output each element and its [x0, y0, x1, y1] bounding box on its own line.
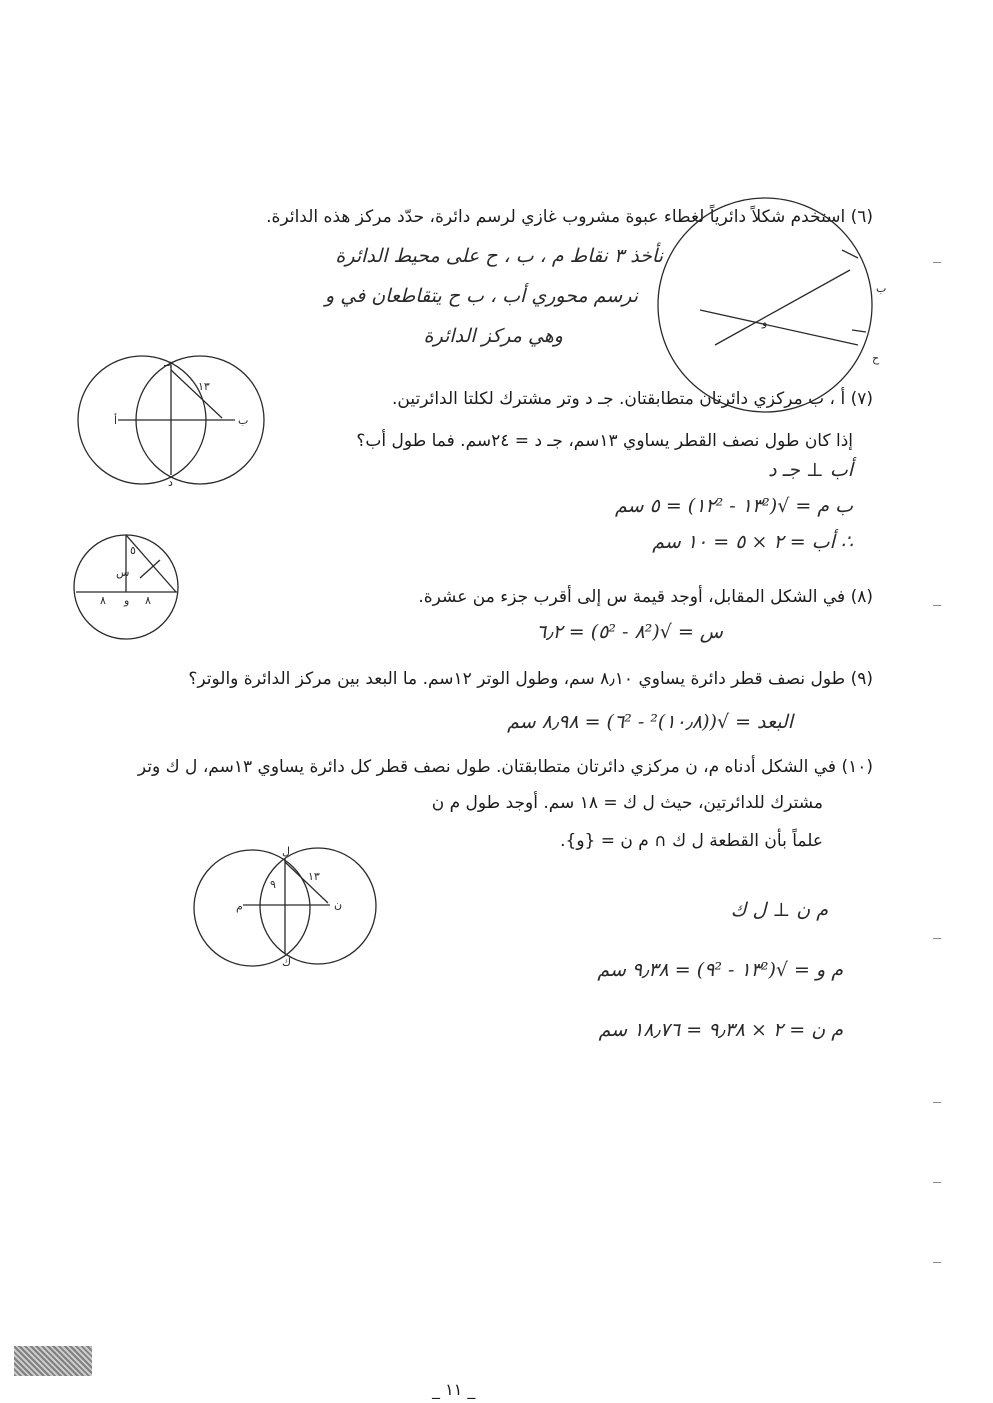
q6-text: (٦) استخدم شكلاً دائرياً لغطاء عبوة مشروب غازي لرسم دائرة، حدّد مركز هذه الدائرة.	[266, 207, 873, 227]
q10-label-r: ١٣	[308, 870, 320, 883]
q10-circle-left	[194, 850, 310, 966]
q10-text-2: مشترك للدائرتين، حيث ل ك = ١٨ سم. أوجد طول م ن	[431, 793, 823, 813]
q7-hand-line-2: ب م = √(١٣² - ١٢²) = ٥ سم	[614, 495, 853, 517]
q7-figure	[78, 356, 264, 489]
q6-circle	[658, 198, 872, 412]
q10-hand-line-2: م و = √(١٣² - ٩²) = ٩٫٣٨ سم	[597, 959, 843, 981]
q10-hand-line-3: م ن = ٢ × ٩٫٣٨ = ١٨٫٧٦ سم	[598, 1019, 843, 1041]
q6-mark-1	[842, 250, 858, 258]
q6-bisector-2	[715, 270, 850, 345]
q6-mark-2	[852, 330, 866, 332]
q10-radius	[285, 862, 328, 903]
q6-label-w: و	[762, 316, 768, 329]
q8-label-five: ٥	[130, 544, 136, 557]
q10-label-n: ن	[334, 898, 343, 911]
q8-label-eight-left: ٨	[100, 594, 106, 607]
page-number: _ ١١ _	[432, 1380, 476, 1399]
q6-hand-line-1: نأخذ ٣ نقاط م ، ب ، ح على محيط الدائرة	[335, 245, 663, 267]
q7-radius	[171, 370, 222, 418]
q7-hand-line-1: أب ⊥ جـ د	[768, 459, 853, 481]
q8-figure	[74, 535, 178, 639]
margin-tick	[933, 605, 941, 606]
q7-label-a: أ	[114, 414, 118, 427]
margin-tick	[933, 1262, 941, 1263]
q8-label-eight-right: ٨	[145, 594, 151, 607]
q10-label-l: ل	[282, 845, 290, 858]
margin-tick	[933, 1102, 941, 1103]
q10-label-k: ك	[282, 956, 292, 969]
q7-text: (٧) أ ، ب مركزي دائرتان متطابقتان. جـ د وتر مشترك لكلتا الدائرتين.	[392, 389, 873, 409]
q8-hand-line-1: س = √(٨² - ٥²) = ٦٫٢	[536, 621, 723, 643]
scan-stamp	[14, 1346, 92, 1376]
margin-tick	[933, 1182, 941, 1183]
q9-hand-line-1: البعد = √((١٠٫٨)² - ٦²) = ٨٫٩٨ سم	[507, 711, 793, 733]
q8-text: (٨) في الشكل المقابل، أوجد قيمة س إلى أقرب جزء من عشرة.	[418, 587, 873, 607]
q8-label-s: س	[116, 566, 130, 579]
q7-label-r: ١٣	[198, 380, 210, 393]
q7-label-c: جـ	[164, 356, 175, 369]
q10-figure	[194, 845, 376, 969]
q10-text: (١٠) في الشكل أدناه م، ن مركزي دائرتان متطابقتان. طول نصف قطر كل دائرة يساوي ١٣سم، ل ك وتر	[137, 757, 873, 777]
q10-text-3: علماً بأن القطعة ل ك ∩ م ن = {و}.	[560, 831, 823, 851]
q8-label-w: و	[124, 594, 130, 607]
q7-text-2: إذا كان طول نصف القطر يساوي ١٣سم، جـ د = ٢٤سم. فما طول أب؟	[356, 431, 853, 451]
q6-label-h: ح	[872, 352, 880, 365]
q7-label-d: د	[168, 476, 173, 489]
q7-label-b: ب	[238, 414, 249, 427]
q6-label-b: ب	[876, 282, 887, 295]
q7-hand-line-3: ∴ أب = ٢ × ٥ = ١٠ سم	[652, 531, 853, 553]
margin-tick	[933, 938, 941, 939]
q10-hand-line-1: م ن ⊥ ل ك	[730, 899, 828, 921]
margin-tick	[933, 262, 941, 263]
q9-text: (٩) طول نصف قطر دائرة يساوي ٨٫١٠ سم، وطول الوتر ١٢سم. ما البعد بين مركز الدائرة والوتر؟	[188, 669, 873, 689]
q6-hand-line-2: نرسم محوري أب ، ب ح يتقاطعان في و	[325, 285, 638, 307]
q6-hand-line-3: وهي مركز الدائرة	[423, 325, 563, 347]
q6-figure	[658, 198, 886, 412]
q10-circle-right	[260, 848, 376, 964]
q10-label-m: م	[236, 900, 243, 913]
q10-label-nine: ٩	[270, 878, 276, 891]
